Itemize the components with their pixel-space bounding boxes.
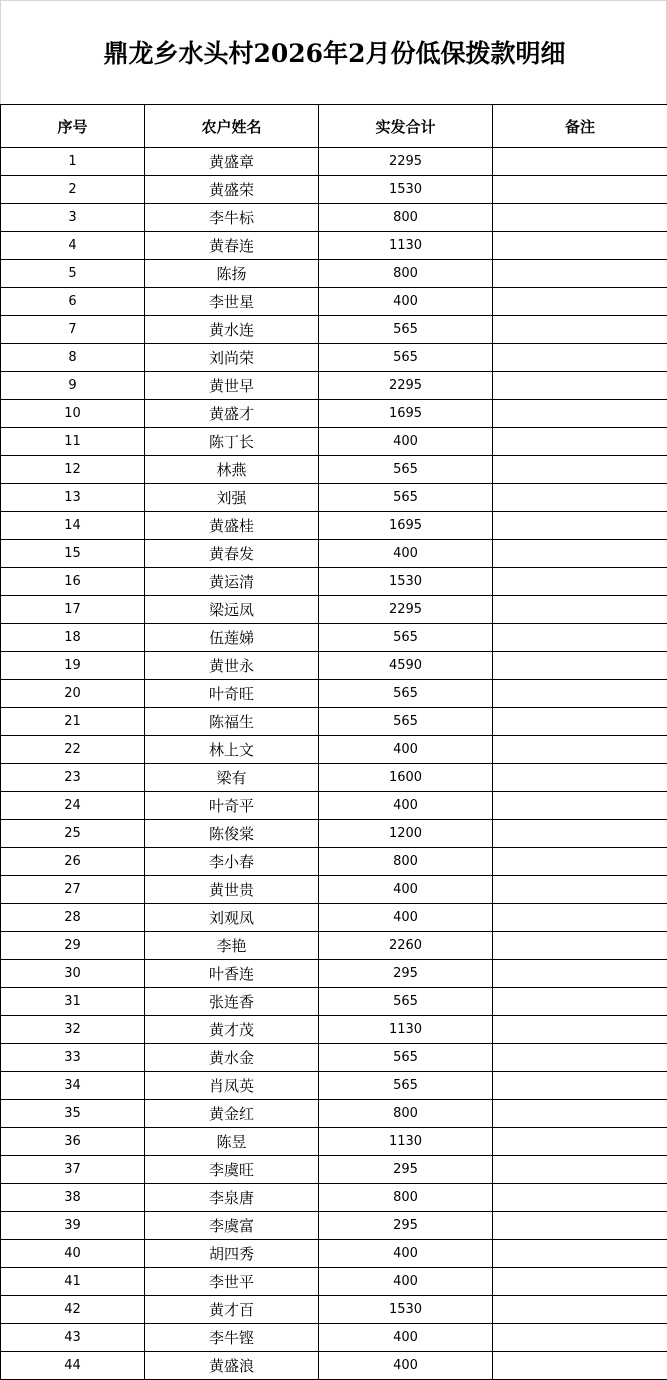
table-row: [1, 288, 667, 316]
serial-cell: 18: [1, 624, 145, 652]
serial-cell: 36: [1, 1128, 145, 1156]
amount-cell: 4590: [319, 652, 493, 680]
name-cell: 黄盛才: [145, 400, 319, 428]
note-cell: [493, 568, 667, 596]
serial-cell: 12: [1, 456, 145, 484]
amount-cell: 1600: [319, 764, 493, 792]
table-row: [1, 820, 667, 848]
note-cell: [493, 988, 667, 1016]
serial-cell: 14: [1, 512, 145, 540]
table-row: [1, 540, 667, 568]
name-cell: 陈俊棠: [145, 820, 319, 848]
table-row: [1, 260, 667, 288]
name-cell: 陈昱: [145, 1128, 319, 1156]
header-note: 备注: [493, 105, 667, 148]
note-cell: [493, 148, 667, 176]
note-cell: [493, 1072, 667, 1100]
name-cell: 李世平: [145, 1268, 319, 1296]
serial-cell: 4: [1, 232, 145, 260]
serial-cell: 42: [1, 1296, 145, 1324]
serial-cell: 7: [1, 316, 145, 344]
amount-cell: 2295: [319, 596, 493, 624]
amount-cell: 800: [319, 848, 493, 876]
table-row: [1, 484, 667, 512]
name-cell: 黄才茂: [145, 1016, 319, 1044]
serial-cell: 11: [1, 428, 145, 456]
serial-cell: 5: [1, 260, 145, 288]
name-cell: 李虞旺: [145, 1156, 319, 1184]
name-cell: 李艳: [145, 932, 319, 960]
table-row: [1, 792, 667, 820]
name-cell: 黄春连: [145, 232, 319, 260]
name-cell: 刘观凤: [145, 904, 319, 932]
name-cell: 陈福生: [145, 708, 319, 736]
amount-cell: 295: [319, 1156, 493, 1184]
amount-cell: 1130: [319, 232, 493, 260]
note-cell: [493, 876, 667, 904]
table-row: [1, 708, 667, 736]
name-cell: 陈丁长: [145, 428, 319, 456]
name-cell: 陈扬: [145, 260, 319, 288]
serial-cell: 1: [1, 148, 145, 176]
serial-cell: 2: [1, 176, 145, 204]
table-row: [1, 904, 667, 932]
serial-cell: 31: [1, 988, 145, 1016]
name-cell: 林上文: [145, 736, 319, 764]
serial-cell: 25: [1, 820, 145, 848]
serial-cell: 28: [1, 904, 145, 932]
amount-cell: 400: [319, 428, 493, 456]
name-cell: 黄盛浪: [145, 1352, 319, 1380]
note-cell: [493, 1100, 667, 1128]
serial-cell: 30: [1, 960, 145, 988]
serial-cell: 38: [1, 1184, 145, 1212]
serial-cell: 27: [1, 876, 145, 904]
amount-cell: 295: [319, 1212, 493, 1240]
name-cell: 梁远凤: [145, 596, 319, 624]
note-cell: [493, 372, 667, 400]
amount-cell: 1530: [319, 176, 493, 204]
table-row: [1, 1044, 667, 1072]
amount-cell: 1530: [319, 568, 493, 596]
amount-cell: 1200: [319, 820, 493, 848]
table-row: [1, 1268, 667, 1296]
table-row: [1, 316, 667, 344]
table-row: [1, 400, 667, 428]
note-cell: [493, 1296, 667, 1324]
name-cell: 黄金红: [145, 1100, 319, 1128]
table-row: [1, 1156, 667, 1184]
note-cell: [493, 176, 667, 204]
table-row: [1, 848, 667, 876]
amount-cell: 400: [319, 876, 493, 904]
amount-cell: 1130: [319, 1016, 493, 1044]
name-cell: 黄运清: [145, 568, 319, 596]
name-cell: 黄水金: [145, 1044, 319, 1072]
name-cell: 黄盛章: [145, 148, 319, 176]
name-cell: 李世星: [145, 288, 319, 316]
amount-cell: 400: [319, 1352, 493, 1380]
serial-cell: 43: [1, 1324, 145, 1352]
table-row: [1, 1324, 667, 1352]
serial-cell: 13: [1, 484, 145, 512]
amount-cell: 400: [319, 1324, 493, 1352]
note-cell: [493, 708, 667, 736]
table-row: [1, 148, 667, 176]
serial-cell: 33: [1, 1044, 145, 1072]
amount-cell: 400: [319, 288, 493, 316]
serial-cell: 8: [1, 344, 145, 372]
name-cell: 梁有: [145, 764, 319, 792]
table-row: [1, 204, 667, 232]
name-cell: 林燕: [145, 456, 319, 484]
table-row: [1, 1128, 667, 1156]
note-cell: [493, 960, 667, 988]
amount-cell: 565: [319, 708, 493, 736]
amount-cell: 400: [319, 904, 493, 932]
serial-cell: 10: [1, 400, 145, 428]
serial-cell: 40: [1, 1240, 145, 1268]
serial-cell: 32: [1, 1016, 145, 1044]
note-cell: [493, 484, 667, 512]
note-cell: [493, 596, 667, 624]
serial-cell: 37: [1, 1156, 145, 1184]
name-cell: 刘强: [145, 484, 319, 512]
name-cell: 李牛铿: [145, 1324, 319, 1352]
note-cell: [493, 260, 667, 288]
name-cell: 李牛标: [145, 204, 319, 232]
name-cell: 黄春发: [145, 540, 319, 568]
name-cell: 黄才百: [145, 1296, 319, 1324]
name-cell: 叶香连: [145, 960, 319, 988]
name-cell: 黄世早: [145, 372, 319, 400]
amount-cell: 1695: [319, 400, 493, 428]
amount-cell: 2260: [319, 932, 493, 960]
amount-cell: 1695: [319, 512, 493, 540]
amount-cell: 400: [319, 736, 493, 764]
serial-cell: 15: [1, 540, 145, 568]
table-row: [1, 736, 667, 764]
note-cell: [493, 204, 667, 232]
name-cell: 黄盛桂: [145, 512, 319, 540]
serial-cell: 17: [1, 596, 145, 624]
note-cell: [493, 792, 667, 820]
table-row: [1, 1016, 667, 1044]
serial-cell: 29: [1, 932, 145, 960]
table-row: [1, 1352, 667, 1380]
table-row: [1, 624, 667, 652]
table-row: [1, 232, 667, 260]
note-cell: [493, 400, 667, 428]
amount-cell: 565: [319, 456, 493, 484]
header-amount: 实发合计: [319, 105, 493, 148]
table-row: [1, 372, 667, 400]
amount-cell: 800: [319, 1184, 493, 1212]
table-row: [1, 988, 667, 1016]
table-row: [1, 596, 667, 624]
amount-cell: 400: [319, 540, 493, 568]
amount-cell: 800: [319, 260, 493, 288]
note-cell: [493, 316, 667, 344]
name-cell: 黄世永: [145, 652, 319, 680]
note-cell: [493, 764, 667, 792]
table-row: [1, 764, 667, 792]
table-row: [1, 176, 667, 204]
table-row: [1, 1212, 667, 1240]
table-row: [1, 1072, 667, 1100]
table-row: [1, 1100, 667, 1128]
serial-cell: 35: [1, 1100, 145, 1128]
serial-cell: 3: [1, 204, 145, 232]
name-cell: 黄世贵: [145, 876, 319, 904]
note-cell: [493, 512, 667, 540]
serial-cell: 26: [1, 848, 145, 876]
serial-cell: 44: [1, 1352, 145, 1380]
amount-cell: 565: [319, 1072, 493, 1100]
name-cell: 叶奇平: [145, 792, 319, 820]
note-cell: [493, 1156, 667, 1184]
table-row: [1, 428, 667, 456]
table-row: [1, 680, 667, 708]
note-cell: [493, 1268, 667, 1296]
table-body: [1, 148, 667, 1380]
allowance-table: [0, 104, 667, 1380]
amount-cell: 295: [319, 960, 493, 988]
name-cell: 叶奇旺: [145, 680, 319, 708]
note-cell: [493, 624, 667, 652]
note-cell: [493, 932, 667, 960]
serial-cell: 9: [1, 372, 145, 400]
amount-cell: 565: [319, 316, 493, 344]
name-cell: 伍莲娣: [145, 624, 319, 652]
serial-cell: 21: [1, 708, 145, 736]
header-serial: 序号: [1, 105, 145, 148]
name-cell: 黄水连: [145, 316, 319, 344]
name-cell: 肖凤英: [145, 1072, 319, 1100]
serial-cell: 39: [1, 1212, 145, 1240]
serial-cell: 20: [1, 680, 145, 708]
amount-cell: 800: [319, 1100, 493, 1128]
header-name: 农户姓名: [145, 105, 319, 148]
note-cell: [493, 1212, 667, 1240]
note-cell: [493, 1184, 667, 1212]
name-cell: 李泉唐: [145, 1184, 319, 1212]
note-cell: [493, 1016, 667, 1044]
serial-cell: 22: [1, 736, 145, 764]
note-cell: [493, 540, 667, 568]
amount-cell: 565: [319, 484, 493, 512]
note-cell: [493, 820, 667, 848]
note-cell: [493, 1352, 667, 1380]
amount-cell: 565: [319, 624, 493, 652]
table-row: [1, 344, 667, 372]
header-row: [1, 105, 667, 148]
page-title: 鼎龙乡水头村2026年2月份低保拨款明细: [1, 37, 667, 71]
amount-cell: 565: [319, 680, 493, 708]
amount-cell: 565: [319, 344, 493, 372]
note-cell: [493, 736, 667, 764]
table-row: [1, 456, 667, 484]
note-cell: [493, 848, 667, 876]
table-row: [1, 960, 667, 988]
table-row: [1, 876, 667, 904]
serial-cell: 23: [1, 764, 145, 792]
name-cell: 李小春: [145, 848, 319, 876]
name-cell: 胡四秀: [145, 1240, 319, 1268]
note-cell: [493, 344, 667, 372]
amount-cell: 2295: [319, 372, 493, 400]
note-cell: [493, 232, 667, 260]
note-cell: [493, 652, 667, 680]
table-row: [1, 652, 667, 680]
table-row: [1, 1296, 667, 1324]
title-area: [0, 0, 667, 104]
serial-cell: 19: [1, 652, 145, 680]
serial-cell: 6: [1, 288, 145, 316]
amount-cell: 565: [319, 1044, 493, 1072]
note-cell: [493, 1128, 667, 1156]
table-row: [1, 512, 667, 540]
note-cell: [493, 680, 667, 708]
amount-cell: 400: [319, 792, 493, 820]
name-cell: 刘尚荣: [145, 344, 319, 372]
note-cell: [493, 1240, 667, 1268]
note-cell: [493, 288, 667, 316]
note-cell: [493, 1324, 667, 1352]
note-cell: [493, 456, 667, 484]
serial-cell: 24: [1, 792, 145, 820]
amount-cell: 2295: [319, 148, 493, 176]
amount-cell: 1530: [319, 1296, 493, 1324]
note-cell: [493, 428, 667, 456]
name-cell: 黄盛荣: [145, 176, 319, 204]
note-cell: [493, 904, 667, 932]
serial-cell: 16: [1, 568, 145, 596]
table-row: [1, 1240, 667, 1268]
table-row: [1, 932, 667, 960]
name-cell: 李虞富: [145, 1212, 319, 1240]
amount-cell: 565: [319, 988, 493, 1016]
amount-cell: 1130: [319, 1128, 493, 1156]
table-row: [1, 568, 667, 596]
serial-cell: 41: [1, 1268, 145, 1296]
table-row: [1, 1184, 667, 1212]
amount-cell: 800: [319, 204, 493, 232]
amount-cell: 400: [319, 1240, 493, 1268]
note-cell: [493, 1044, 667, 1072]
serial-cell: 34: [1, 1072, 145, 1100]
name-cell: 张连香: [145, 988, 319, 1016]
amount-cell: 400: [319, 1268, 493, 1296]
